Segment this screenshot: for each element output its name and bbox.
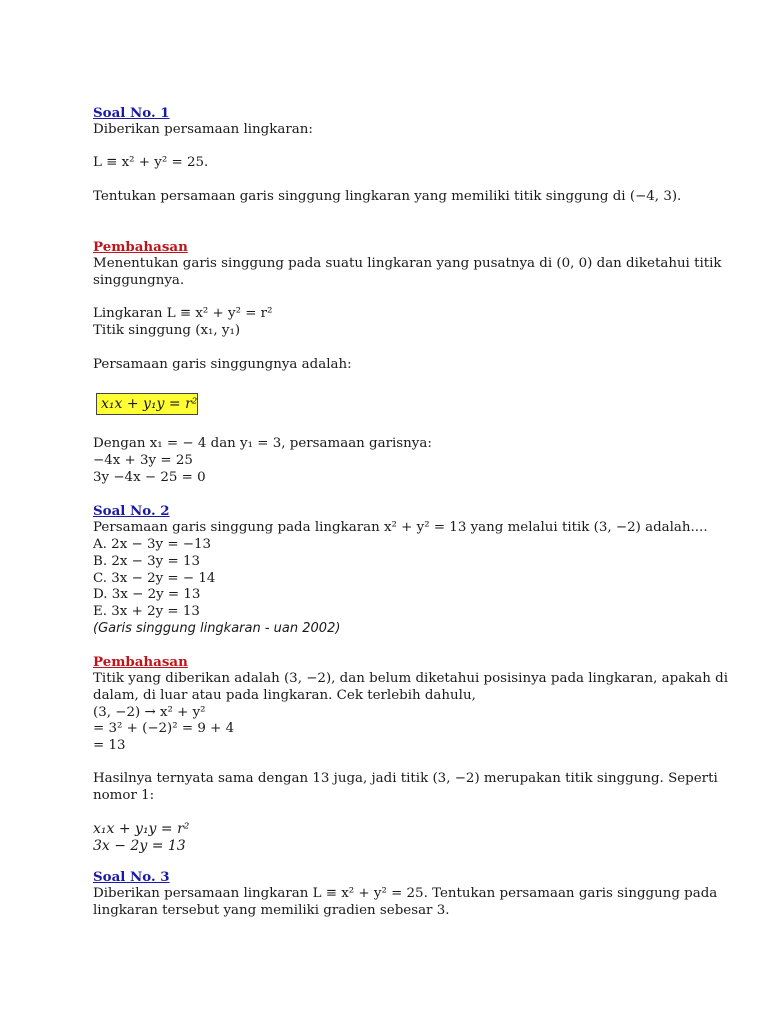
soal-2-option-e: E. 3x + 2y = 13 xyxy=(93,604,200,619)
highlighted-formula-box: x₁x + y₁y = r² xyxy=(96,393,198,415)
pembahasan-2-line-2: dalam, di luar atau pada lingkaran. Cek terlebih dahulu, xyxy=(93,688,476,703)
soal-1-equation: L ≡ x² + y² = 25. xyxy=(93,155,209,170)
soal-3-line-1: Diberikan persamaan lingkaran L ≡ x² + y² = 25. Tentukan persamaan garis singgung pada xyxy=(93,886,718,901)
pembahasan-1-titik: Titik singgung (x₁, y₁) xyxy=(93,323,241,338)
pembahasan-1-dengan: Dengan x₁ = − 4 dan y₁ = 3, persamaan garisnya: xyxy=(93,436,432,451)
soal-3-line-2: lingkaran tersebut yang memiliki gradien sebesar 3. xyxy=(93,903,450,918)
soal-2-heading: Soal No. 2 xyxy=(93,503,170,519)
pembahasan-1-line-1: Menentukan garis singgung pada suatu lingkaran yang pusatnya di (0, 0) dan diketahui titik xyxy=(93,256,722,271)
pembahasan-1-heading: Pembahasan xyxy=(93,239,188,255)
pembahasan-2-answer: 3x − 2y = 13 xyxy=(93,838,186,854)
pembahasan-2-hasil-1: Hasilnya ternyata sama dengan 13 juga, jadi titik (3, −2) merupakan titik singgung. Seperti xyxy=(93,771,718,786)
pembahasan-1-line-2: singgungnya. xyxy=(93,273,185,288)
soal-2-source: (Garis singgung lingkaran - uan 2002) xyxy=(93,621,341,636)
soal-2-question: Persamaan garis singgung pada lingkaran x² + y² = 13 yang melalui titik (3, −2) adalah.... xyxy=(93,520,708,535)
soal-2-option-a: A. 2x − 3y = −13 xyxy=(93,537,212,552)
pembahasan-1-persamaan-label: Persamaan garis singgungnya adalah: xyxy=(93,357,352,372)
soal-2-option-c: C. 3x − 2y = − 14 xyxy=(93,571,216,586)
soal-1-intro: Diberikan persamaan lingkaran: xyxy=(93,122,313,137)
pembahasan-2-formula: x₁x + y₁y = r² xyxy=(93,821,190,837)
soal-1-heading: Soal No. 1 xyxy=(93,105,170,121)
pembahasan-2-calc-2: = 3² + (−2)² = 9 + 4 xyxy=(93,721,235,736)
pembahasan-2-calc-3: = 13 xyxy=(93,738,126,753)
soal-1-question: Tentukan persamaan garis singgung lingkaran yang memiliki titik singgung di (−4, 3). xyxy=(93,189,682,204)
pembahasan-2-heading: Pembahasan xyxy=(93,654,188,670)
pembahasan-2-line-1: Titik yang diberikan adalah (3, −2), dan belum diketahui posisinya pada lingkaran, apakah di xyxy=(93,671,729,686)
pembahasan-1-step-2: 3y −4x − 25 = 0 xyxy=(93,470,206,485)
pembahasan-2-hasil-2: nomor 1: xyxy=(93,788,155,803)
soal-3-heading: Soal No. 3 xyxy=(93,869,170,885)
pembahasan-1-lingkaran: Lingkaran L ≡ x² + y² = r² xyxy=(93,306,273,321)
pembahasan-2-calc-1: (3, −2) → x² + y² xyxy=(93,705,206,720)
soal-2-option-d: D. 3x − 2y = 13 xyxy=(93,587,201,602)
soal-2-option-b: B. 2x − 3y = 13 xyxy=(93,554,201,569)
pembahasan-1-step-1: −4x + 3y = 25 xyxy=(93,453,193,468)
